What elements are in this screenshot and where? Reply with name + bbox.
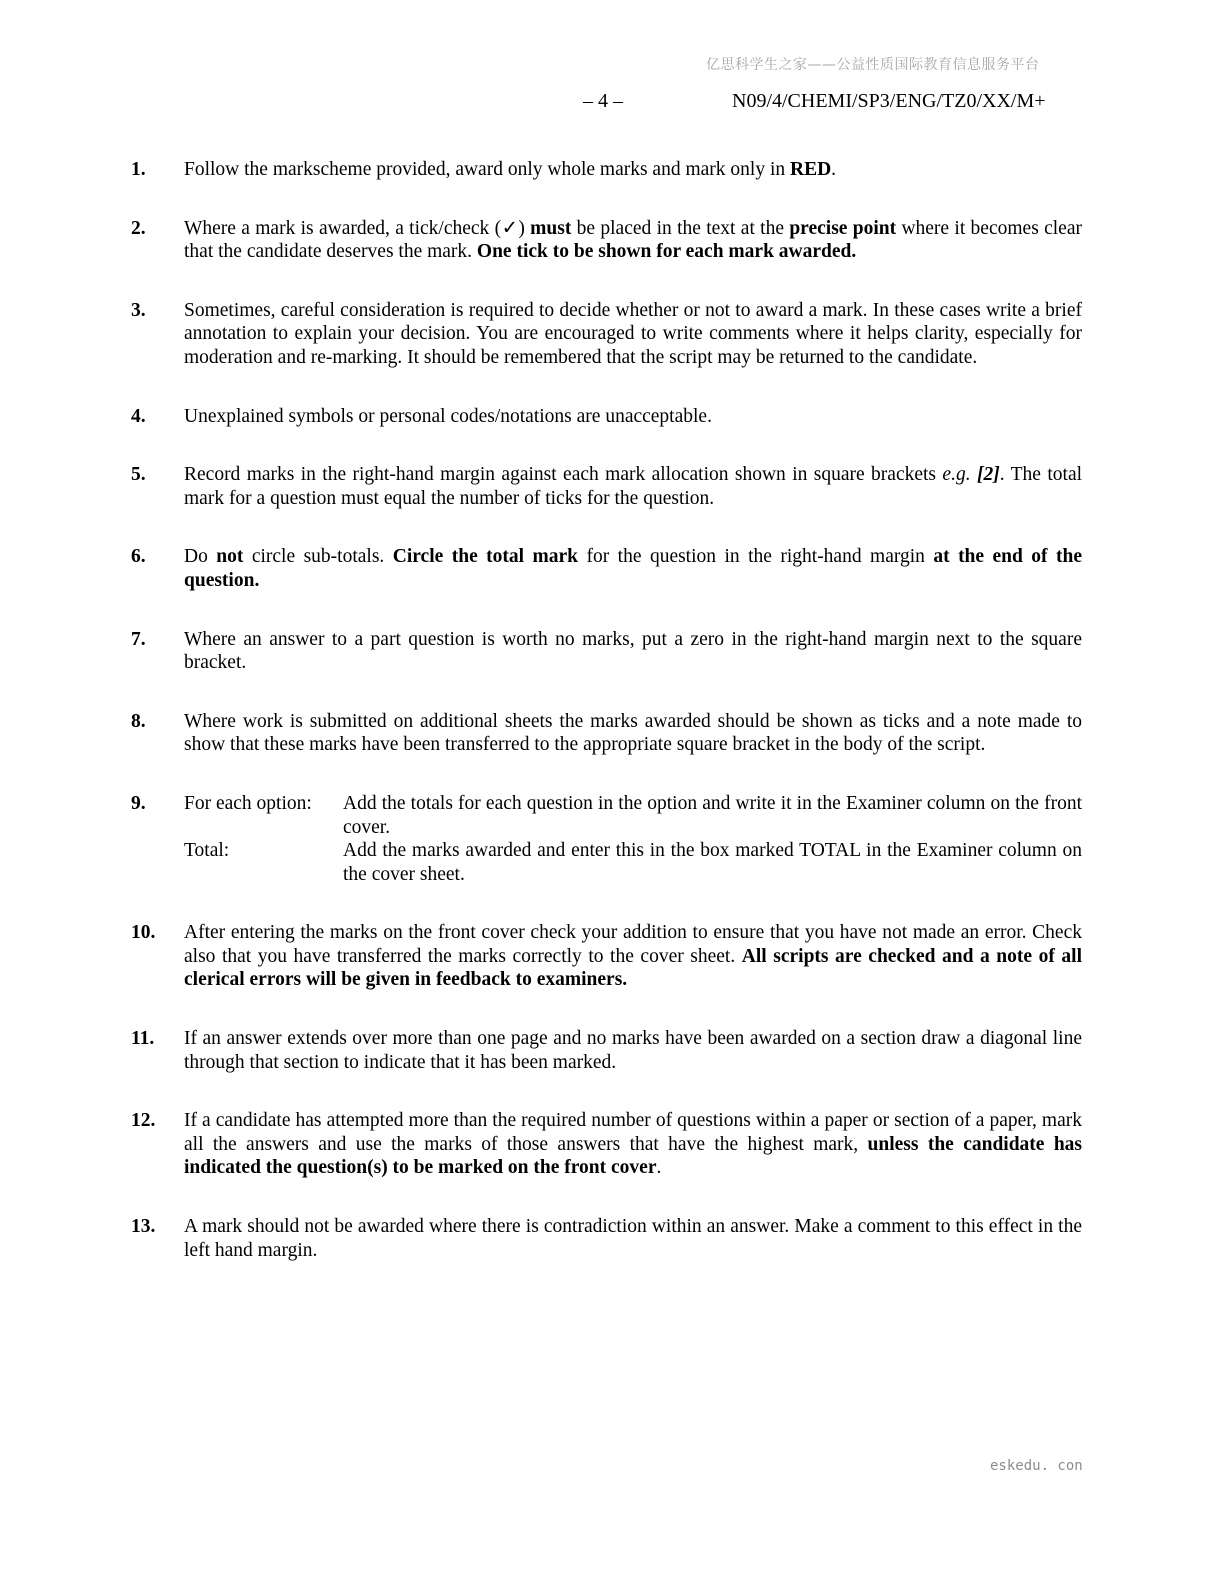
item-number: 7. bbox=[131, 628, 146, 650]
item-text: If an answer extends over more than one page and no marks have been awarded on a section draw a diagonal line through that section to indicate that it has been marked. bbox=[184, 1028, 1082, 1073]
item-text: Follow the markscheme provided, award only whole marks and mark only in RED. bbox=[184, 159, 837, 180]
document-code: N09/4/CHEMI/SP3/ENG/TZ0/XX/M+ bbox=[732, 90, 1046, 112]
item-number: 6. bbox=[131, 546, 146, 568]
item-number: 13. bbox=[131, 1216, 156, 1238]
total-text: Add the marks awarded and enter this in the box marked TOTAL in the Examiner column on the cover sheet. bbox=[343, 840, 1082, 885]
instruction-item-5 bbox=[131, 463, 1082, 510]
item-text: After entering the marks on the front cover check your addition to ensure that you have not made an error. Check also that you have transferred the marks correctly to the cover sheet. All scripts are checked and a note of all clerical errors will be given in feedback to examiners. bbox=[184, 922, 1082, 991]
instruction-item-10 bbox=[131, 921, 1082, 992]
item-number: 5. bbox=[131, 464, 146, 486]
instruction-item-3 bbox=[131, 299, 1082, 370]
item-number: 2. bbox=[131, 217, 146, 239]
option-row bbox=[184, 792, 1082, 839]
item-number: 11. bbox=[131, 1028, 155, 1050]
footer-watermark: eskedu. con bbox=[990, 1458, 1083, 1474]
instruction-item-7 bbox=[131, 628, 1082, 675]
item-number: 10. bbox=[131, 922, 156, 944]
instruction-item-8 bbox=[131, 710, 1082, 757]
instruction-item-6 bbox=[131, 545, 1082, 592]
item-text: Do not circle sub-totals. Circle the total mark for the question in the right-hand margin at the end of the question. bbox=[184, 546, 1082, 591]
total-label: Total: bbox=[184, 840, 230, 862]
item-text: Where work is submitted on additional sheets the marks awarded should be shown as ticks and a note made to show that these marks have been transferred to the appropriate square bracket in the body of the script. bbox=[184, 710, 1082, 756]
marking-instructions-list bbox=[131, 158, 1082, 1297]
item-text: Where a mark is awarded, a tick/check (✓) must be placed in the text at the precise point where it becomes clear that the candidate deserves the mark. One tick to be shown for each mark awarded. bbox=[184, 217, 1082, 263]
item-text: Record marks in the right-hand margin against each mark allocation shown in square brackets e.g. [2]. The total mark for a question must equal the number of ticks for the question. bbox=[184, 464, 1083, 509]
instruction-item-13 bbox=[131, 1215, 1082, 1262]
page-number: – 4 – bbox=[583, 90, 623, 112]
item-text: Sometimes, careful consideration is required to decide whether or not to award a mark. In these cases write a brief annotation to explain your decision. You are encouraged to write comments where it helps clarity, especially for moderation and re-marking. It should be remembered that the script may be returned to the candidate. bbox=[184, 299, 1082, 368]
instruction-item-2 bbox=[131, 217, 1082, 264]
option-label: For each option: bbox=[184, 792, 312, 814]
item-text: If a candidate has attempted more than the required number of questions within a paper or section of a paper, mark all the answers and use the marks of those answers that have the highest mark, unless the candidate has indicated the question(s) to be marked on the front cover. bbox=[184, 1110, 1083, 1179]
item-number: 1. bbox=[131, 159, 146, 180]
instruction-item-11 bbox=[131, 1027, 1082, 1074]
item-number: 12. bbox=[131, 1110, 156, 1132]
item-number: 8. bbox=[131, 710, 146, 732]
item-number: 4. bbox=[131, 405, 146, 427]
item-text bbox=[184, 792, 1082, 886]
instruction-item-9 bbox=[131, 792, 1082, 886]
header-watermark: 亿思科学生之家——公益性质国际教育信息服务平台 bbox=[706, 57, 1040, 73]
instruction-item-12 bbox=[131, 1109, 1082, 1180]
instruction-item-4 bbox=[131, 405, 1082, 429]
item-text: A mark should not be awarded where there is contradiction within an answer. Make a comment to this effect in the left hand margin. bbox=[184, 1216, 1082, 1261]
item-number: 9. bbox=[131, 792, 146, 814]
instruction-item-1 bbox=[131, 158, 1082, 182]
item-text: Unexplained symbols or personal codes/notations are unacceptable. bbox=[184, 405, 712, 427]
item-text: Where an answer to a part question is worth no marks, put a zero in the right-hand margin next to the square bracket. bbox=[184, 628, 1082, 674]
item-number: 3. bbox=[131, 299, 146, 321]
option-text: Add the totals for each question in the option and write it in the Examiner column on the front cover. bbox=[343, 792, 1082, 838]
total-row bbox=[184, 839, 1082, 886]
